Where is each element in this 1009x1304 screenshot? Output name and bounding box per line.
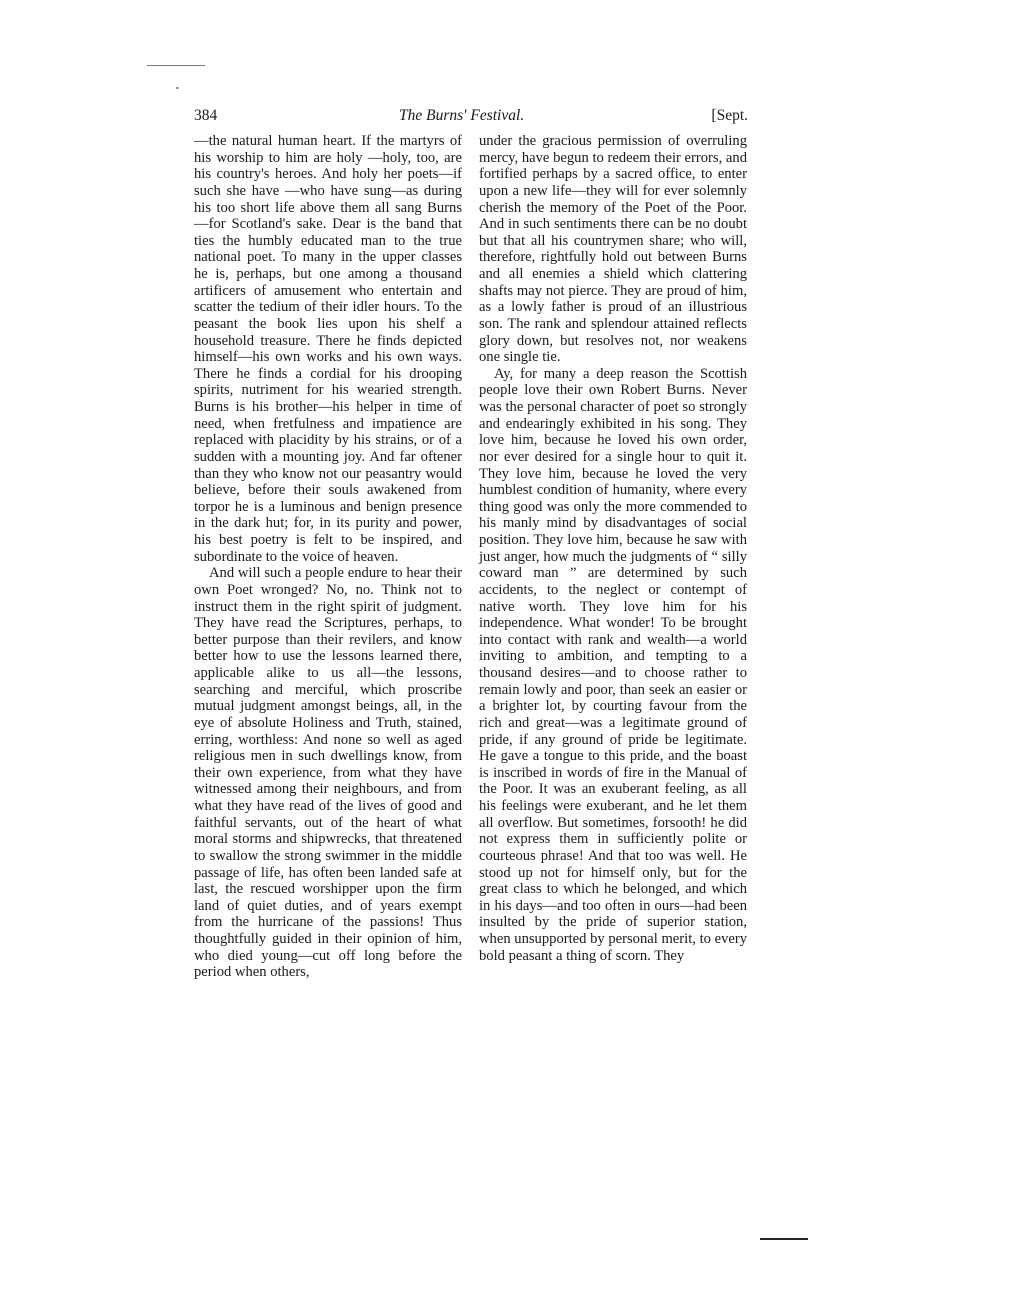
- right-column: [479, 133, 747, 964]
- paragraph: —the natural human heart. If the martyrs of his worship to him are holy —holy, too, are his country's heroes. And holy her poets—if such she have —who have sung—as during his too short life above them all sang Burns—for Scotland's sake. Dear is the band that ties the humbly educated man to the true national poet. To many in the upper classes he is, perhaps, but one among a thousand artificers of amusement who entertain and scatter the tedium of their idler hours. To the peasant the book lies upon his shelf a household treasure. There he finds depicted himself—his own works and his own ways. There he finds a cordial for his drooping spirits, nutriment for his wearied strength. Burns is his brother—his helper in time of need, when fretfulness and impatience are replaced with placidity by his strains, or of a sudden with a mounting joy. And far oftener than they who know not our peasantry would believe, before their souls awakened from torpor he is a luminous and benign presence in the dark hut; for, in its purity and power, his best poetry is felt to be inspired, and subordinate to the voice of heaven.: [194, 133, 462, 565]
- scan-speck: [176, 87, 179, 89]
- page-number: 384: [194, 107, 218, 124]
- scan-mark-bottom: [760, 1238, 808, 1240]
- paragraph: under the gracious permission of overruling mercy, have begun to redeem their errors, and fortified perhaps by a sacred office, to enter upon a new life—they will for ever solemnly cherish the memory of the Poet of the Poor. And in such sentiments there can be no doubt but that all his countrymen share; who will, therefore, rightfully hold out between Burns and all enemies a shield which clattering shafts may not pierce. They are proud of him, as a lowly father is proud of an illustrious son. The rank and splendour attained reflects glory down, but resolves not, nor weakens one single tie.: [479, 133, 747, 366]
- scan-mark-top: [147, 65, 205, 66]
- running-title: The Burns' Festival.: [399, 107, 525, 124]
- running-month: [Sept.: [711, 107, 748, 124]
- paragraph: Ay, for many a deep reason the Scottish people love their own Robert Burns. Never was the personal character of poet so strongly and endearingly exhibited in his song. They love him, because he loved his own order, nor ever desired for a single hour to quit it. They love him, because he loved the very humblest condition of humanity, where every thing good was only the more commended to his manly mind by disadvantages of social position. They love him, because he saw with just anger, how much the judgments of “ silly coward man ” are determined by such accidents, to the neglect or contempt of native worth. They love him for his independence. What wonder! To be brought into contact with rank and wealth—a world inviting to ambition, and tempting to a thousand desires—and to choose rather to remain lowly and poor, than seek an easier or a brighter lot, by courting favour from the rich and great—was a legitimate ground of pride, if any ground of pride be legitimate. He gave a tongue to this pride, and the boast is inscribed in words of fire in the Manual of the Poor. It was an exuberant feeling, as all his feelings were exuberant, and he let them all overflow. But sometimes, forsooth! he did not express them in sufficiently polite or courteous phrase! And that too was well. He stood up not for himself only, but for the great class to which he belonged, and which in his days—and too often in ours—had been insulted by the pride of superior station, when unsupported by personal merit, to every bold peasant a thing of scorn. They: [479, 365, 747, 964]
- page-header: [194, 107, 748, 129]
- paragraph: And will such a people endure to hear their own Poet wronged? No, no. Think not to instruct them in the right spirit of judgment. They have read the Scriptures, perhaps, to better purpose than their revilers, and know better how to use the lessons learned there, applicable alike to us all—the lessons, searching and merciful, which proscribe mutual judgment amongst beings, all, in the eye of absolute Holiness and Truth, stained, erring, worthless: And none so well as aged religious men in such dwellings know, from their own experience, from what they have witnessed among their neighbours, and from what they have read of the lives of good and faithful servants, out of the heart of what moral storms and shipwrecks, that threatened to swallow the strong swimmer in the middle passage of life, has often been landed safe at last, the rescued worshipper upon the firm land of quiet duties, and of years exempt from the hurricane of the passions! Thus thoughtfully guided in their opinion of him, who died young—cut off long before the period when others,: [194, 565, 462, 981]
- left-column: [194, 133, 462, 981]
